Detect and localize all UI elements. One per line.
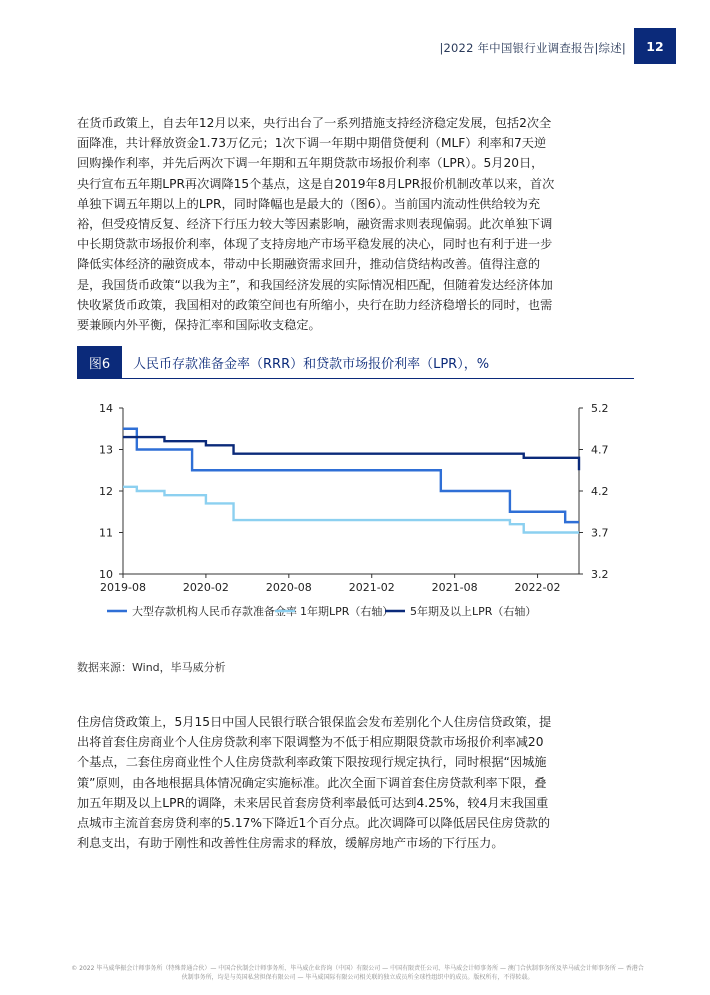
right-tick-label: 3.7 [591, 526, 609, 540]
figure-label: 图6 [77, 346, 122, 378]
left-tick-label: 13 [99, 443, 113, 457]
chart-canvas [77, 390, 637, 640]
figure-title: 人民币存款准备金率（RRR）和贷款市场报价利率（LPR），% [133, 357, 490, 372]
x-tick-label: 2020-02 [182, 581, 229, 594]
footer-copyright: © 2022 毕马威华振会计师事务所（特殊普通合伙）— 中国合伙制会计师事务所、毕马威企业咨询（中国）有限公司 — 中国有限责任公司、毕马威会计师事务所 — 澳门合伙制事务所及毕马威会计师事务所 — 香港合伙制事务所，均是与英国私营担保有限公司 — 毕马威国际有限公司相关联的独立成员所全球性组织中的成员。版权所有，不得转载。 [71, 965, 644, 981]
left-tick-label: 12 [99, 485, 113, 498]
x-tick-label: 2021-08 [431, 581, 478, 594]
header-title: |2022 年中国银行业调查报告|综述| [439, 41, 626, 55]
right-tick-label: 3.2 [591, 568, 609, 581]
legend-label-0: 大型存款机构人民币存款准备金率 [132, 605, 297, 618]
paragraph-monetary-policy: 在货币政策上，自去年12月以来，央行出台了一系列措施支持经济稳定发展，包括2次全面降准，共计释放资金1.73万亿元；1次下调一年期中期借贷便利（MLF）利率和7天逆回购操作利率，并先后两次下调一年期和五年期贷款市场报价利率（LPR）。5月20日，央行宣布五年期LPR再次调降15个基点，这是自2019年8月LPR报价机制改革以来，首次单独下调五年期以上的LPR，同时降幅也是最大的（图6）。当前国内流动性供给较为充裕，但受疫情反复、经济下行压力较大等因素影响，融资需求则表现偏弱。此次单独下调中长期贷款市场报价利率，体现了支持房地产市场平稳发展的决心，同时也有利于进一步降低实体经济的融资成本，带动中长期融资需求回升，推动信贷结构改善。值得注意的是，我国货币政策“以我为主”，和我国经济发展的实际情况相匹配，但随着发达经济体加快收紧货币政策，我国相对的政策空间也有所缩小，央行在助力经济稳增长的同时，也需要兼顾内外平衡，保持汇率和国际收支稳定。 [77, 116, 555, 333]
x-tick-label: 2020-08 [265, 581, 312, 594]
legend-label-1: 1年期LPR（右轴） [300, 605, 394, 618]
left-tick-label: 10 [99, 568, 113, 581]
legend-label-2: 5年期及以上LPR（右轴） [410, 605, 537, 618]
x-tick-label: 2019-08 [100, 581, 146, 594]
x-tick-label: 2022-02 [514, 581, 561, 594]
data-source: 数据来源：Wind，毕马威分析 [77, 661, 226, 674]
right-tick-label: 4.2 [591, 485, 609, 498]
right-tick-label: 4.7 [591, 443, 609, 457]
x-tick-label: 2021-02 [348, 581, 395, 594]
figure-title-bar [77, 346, 634, 379]
rrr-lpr-chart [77, 390, 637, 640]
paragraph-housing-credit: 住房信贷政策上，5月15日中国人民银行联合银保监会发布差别化个人住房信贷政策，提出将首套住房商业个人住房贷款利率下限调整为不低于相应期限贷款市场报价利率减20个基点，二套住房商业性个人住房贷款利率政策下限按现行规定执行，同时根据“因城施策”原则，由各地根据具体情况确定实施标准。此次全面下调首套住房贷款利率下限，叠加五年期及以上LPR的调降，未来居民首套房贷利率最低可达到4.25%，较4月末我国重点城市主流首套房贷利率的5.17%下降近1个百分点。此次调降可以降低居民住房贷款的利息支出，有助于刚性和改善性住房需求的释放，缓解房地产市场的下行压力。 [77, 715, 552, 851]
left-tick-label: 11 [99, 526, 113, 540]
right-tick-label: 5.2 [591, 402, 609, 415]
page-number-badge: 12 [634, 28, 676, 64]
series-line-0 [123, 429, 579, 522]
left-tick-label: 14 [99, 402, 113, 415]
